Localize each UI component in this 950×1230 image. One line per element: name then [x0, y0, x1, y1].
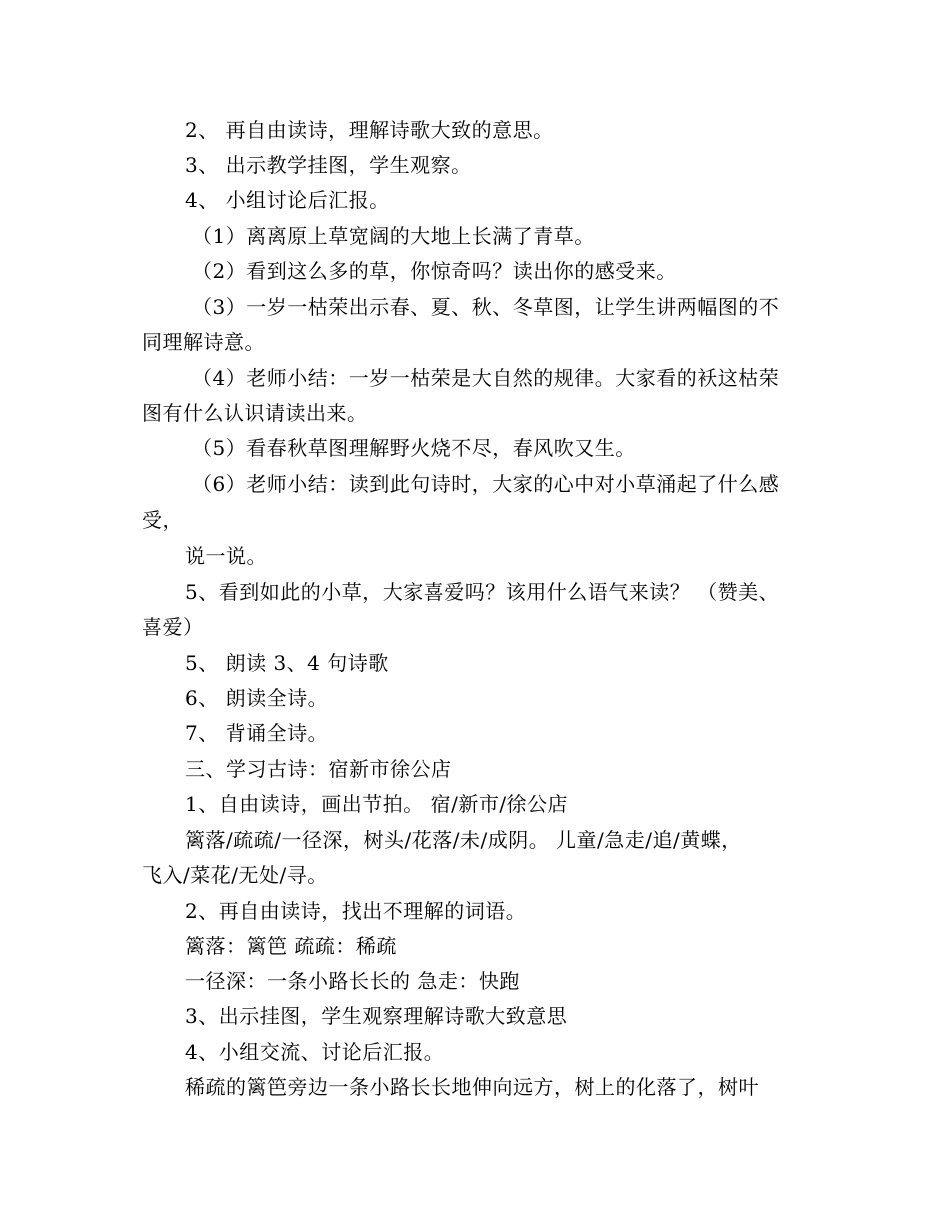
poem-step-4: 4、小组交流、讨论后汇报。	[185, 1040, 445, 1064]
step-6-read: 6、 朗读全诗。	[185, 686, 329, 710]
section-3-heading: 三、学习古诗：宿新市徐公店	[185, 757, 452, 781]
sub-item-1: （1）离离原上草宽阔的大地上长满了青草。	[192, 224, 595, 248]
sub-item-3-cont: 同理解诗意。	[142, 330, 265, 354]
vocab-line-2: 一径深：一条小路长长的 急走：快跑	[185, 969, 520, 993]
step-5-question-cont: 喜爱）	[142, 615, 204, 639]
step-5-read: 5、 朗读 3、4 句诗歌	[185, 651, 389, 675]
sub-item-2: （2）看到这么多的草，你惊奇吗？读出你的感受来。	[192, 259, 677, 283]
poem-step-3: 3、出示挂图，学生观察理解诗歌大致意思	[185, 1004, 568, 1028]
say-line: 说一说。	[185, 544, 267, 568]
step-7-recite: 7、 背诵全诗。	[185, 721, 329, 745]
vocab-line-1: 篱落：篱笆 疏疏：稀疏	[185, 934, 397, 958]
step-4-line: 4、 小组讨论后汇报。	[185, 188, 390, 212]
poem-meaning-line: 稀疏的篱笆旁边一条小路长长地伸向远方，树上的化落了，树叶	[185, 1075, 759, 1099]
sub-item-6-cont: 受，	[142, 508, 183, 532]
poem-step-2: 2、再自由读诗，找出不理解的词语。	[185, 899, 527, 923]
sub-item-4: （4）老师小结：一岁一枯荣是大自然的规律。大家看的袄这枯荣	[192, 366, 780, 390]
step-5-question: 5、看到如此的小草，大家喜爱吗？该用什么语气来读？ （赞美、	[185, 580, 780, 604]
sub-item-5: （5）看春秋草图理解野火烧不尽，春风吹又生。	[192, 436, 636, 460]
step-2-line: 2、 再自由读诗，理解诗歌大致的意思。	[185, 118, 554, 142]
sub-item-4-cont: 图有什么认识请读出来。	[142, 401, 368, 425]
sub-item-3: （3）一岁一枯荣出示春、夏、秋、冬草图，让学生讲两幅图的不	[192, 295, 780, 319]
poem-rhythm-cont: 飞入/菜花/无处/寻。	[142, 863, 328, 887]
step-3-line: 3、 出示教学挂图，学生观察。	[185, 153, 472, 177]
poem-step-1: 1、自由读诗，画出节拍。 宿/新市/徐公店	[185, 792, 569, 816]
sub-item-6: （6）老师小结：读到此句诗时，大家的心中对小草涌起了什么感	[192, 472, 780, 496]
poem-rhythm-line: 篱落/疏疏/一径深，树头/花落/未/成阴。 儿童/急走/追/黄蝶，	[185, 828, 742, 852]
